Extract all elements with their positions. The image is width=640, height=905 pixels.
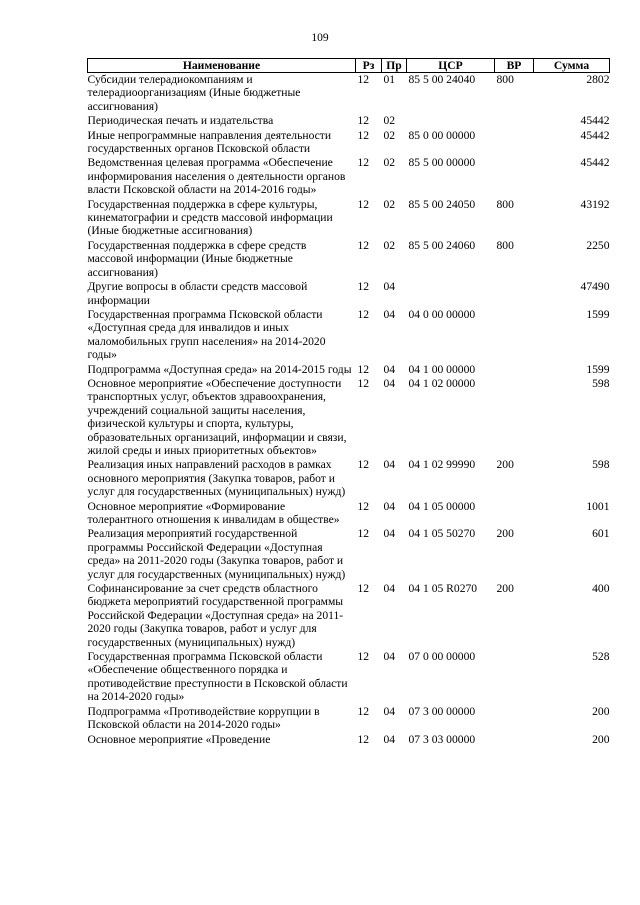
cell-vr bbox=[495, 500, 534, 528]
cell-sum: 1001 bbox=[586, 499, 610, 513]
cell-pr: 02 bbox=[383, 238, 396, 252]
cell-rz: 12 bbox=[357, 582, 370, 596]
cell-name: Подпрограмма «Доступная среда» на 2014-2015 годы bbox=[87, 362, 352, 376]
cell-sum: 2250 bbox=[586, 238, 610, 252]
cell-pr: 04 bbox=[383, 376, 396, 390]
cell-pr: 02 bbox=[383, 114, 396, 128]
header-sum: Сумма bbox=[534, 59, 610, 73]
table-row bbox=[88, 280, 610, 308]
cell-name: Государственная программа Псковской области «Доступная среда для инвалидов и иных маломобильных групп населения» на 2014-2020 годы» bbox=[87, 307, 326, 362]
cell-rz: 12 bbox=[357, 280, 370, 294]
cell-pr: 04 bbox=[383, 704, 396, 718]
table-row bbox=[88, 73, 610, 115]
cell-sum: 400 bbox=[592, 582, 610, 596]
cell-pr: 01 bbox=[383, 73, 396, 86]
table-row bbox=[88, 363, 610, 377]
header-pr: Пр bbox=[382, 59, 407, 73]
cell-vr bbox=[495, 114, 534, 128]
table-row bbox=[88, 582, 610, 650]
cell-rz: 12 bbox=[357, 73, 370, 86]
cell-rz: 12 bbox=[357, 307, 370, 321]
cell-vr bbox=[495, 156, 534, 197]
table-header bbox=[88, 59, 610, 73]
table-row bbox=[88, 377, 610, 458]
cell-sum: 601 bbox=[592, 527, 610, 541]
cell-rz: 12 bbox=[357, 156, 370, 170]
cell-vr: 800 bbox=[496, 238, 514, 252]
budget-table bbox=[87, 58, 610, 747]
cell-csr: 04 1 02 00000 bbox=[408, 376, 476, 390]
cell-rz: 12 bbox=[357, 499, 370, 513]
cell-sum: 528 bbox=[592, 650, 610, 664]
cell-csr: 85 5 00 24050 bbox=[408, 197, 476, 211]
cell-csr: 04 0 00 00000 bbox=[408, 307, 476, 321]
table-row bbox=[88, 129, 610, 157]
cell-rz: 12 bbox=[357, 458, 370, 472]
table-row bbox=[88, 114, 610, 128]
table-body bbox=[88, 73, 610, 747]
cell-csr bbox=[407, 114, 495, 128]
cell-pr: 04 bbox=[383, 499, 396, 513]
cell-csr: 85 5 00 24060 bbox=[408, 238, 476, 252]
cell-pr: 04 bbox=[383, 732, 396, 746]
cell-pr: 04 bbox=[383, 307, 396, 321]
cell-sum: 47490 bbox=[580, 280, 610, 294]
header-csr: ЦСР bbox=[407, 59, 495, 73]
cell-pr: 02 bbox=[383, 156, 396, 170]
cell-csr: 07 3 00 00000 bbox=[408, 704, 476, 718]
cell-name: Ведомственная целевая программа «Обеспечение информирования населения о деятельности органов власти Псковской области на 2014-2016 годы» bbox=[87, 156, 346, 197]
table-row bbox=[88, 733, 610, 747]
cell-vr bbox=[495, 377, 534, 458]
cell-vr: 200 bbox=[496, 527, 514, 541]
table-row bbox=[88, 527, 610, 582]
cell-pr: 04 bbox=[383, 582, 396, 596]
cell-csr: 85 5 00 24040 bbox=[408, 73, 476, 86]
page-number: 109 bbox=[311, 32, 329, 44]
cell-csr: 07 0 00 00000 bbox=[408, 650, 476, 664]
cell-sum: 598 bbox=[592, 458, 610, 472]
cell-name: Другие вопросы в области средств массовой информации bbox=[87, 280, 308, 307]
table-row bbox=[88, 198, 610, 239]
cell-sum: 45442 bbox=[580, 114, 610, 128]
cell-csr: 85 5 00 00000 bbox=[408, 156, 476, 170]
cell-pr: 04 bbox=[383, 362, 396, 376]
header-rz: Рз bbox=[356, 59, 382, 73]
table-row bbox=[88, 650, 610, 705]
cell-name: Иные непрограммные направления деятельности государственных органов Псковской области bbox=[87, 128, 332, 156]
cell-rz: 12 bbox=[357, 527, 370, 541]
table-row bbox=[88, 705, 610, 733]
cell-sum: 45442 bbox=[580, 128, 610, 142]
cell-rz: 12 bbox=[357, 704, 370, 718]
cell-sum: 1599 bbox=[586, 362, 610, 376]
cell-pr: 04 bbox=[383, 280, 396, 294]
cell-sum: 200 bbox=[592, 732, 610, 746]
cell-vr bbox=[495, 705, 534, 733]
cell-name: Реализация иных направлений расходов в рамках основного мероприятия (Закупка товаров, работ и услуг для государственных (муниципальных) нужд) bbox=[87, 458, 346, 499]
cell-vr: 800 bbox=[496, 197, 514, 211]
cell-sum: 200 bbox=[592, 704, 610, 718]
cell-pr: 02 bbox=[383, 197, 396, 211]
cell-name: Подпрограмма «Противодействие коррупции в Псковской области на 2014-2020 годы» bbox=[87, 704, 320, 732]
cell-sum: 45442 bbox=[580, 156, 610, 170]
cell-csr: 04 1 05 00000 bbox=[408, 499, 476, 513]
cell-csr: 04 1 05 R0270 bbox=[408, 582, 478, 596]
cell-csr: 04 1 02 99990 bbox=[408, 458, 476, 472]
cell-name: Государственная поддержка в сфере средств массовой информации (Иные бюджетные ассигнования) bbox=[87, 238, 307, 279]
cell-name: Софинансирование за счет средств областного бюджета мероприятий государственной программы Российской Федерации «Доступная среда» на 2011-2020 годы (Закупка товаров, работ и услуг для государственных (муниципальных) нужд) bbox=[87, 582, 344, 649]
cell-vr bbox=[495, 308, 534, 363]
cell-vr: 200 bbox=[496, 458, 514, 472]
header-name: Наименование bbox=[88, 59, 356, 73]
table-row bbox=[88, 239, 610, 280]
cell-pr: 04 bbox=[383, 458, 396, 472]
cell-pr: 04 bbox=[383, 527, 396, 541]
cell-name: Основное мероприятие «Проведение bbox=[87, 732, 271, 746]
cell-name: Субсидии телерадиокомпаниям и телерадиоорганизациям (Иные бюджетные ассигнования) bbox=[87, 73, 301, 113]
cell-vr bbox=[495, 129, 534, 157]
cell-vr bbox=[495, 363, 534, 377]
cell-rz: 12 bbox=[357, 376, 370, 390]
cell-rz: 12 bbox=[357, 732, 370, 746]
cell-csr: 85 0 00 00000 bbox=[408, 128, 476, 142]
cell-rz: 12 bbox=[357, 114, 370, 128]
cell-sum: 1599 bbox=[586, 307, 610, 321]
cell-vr bbox=[495, 280, 534, 308]
table-row bbox=[88, 156, 610, 197]
cell-pr: 04 bbox=[383, 650, 396, 664]
cell-name: Государственная программа Псковской области «Обеспечение общественного порядка и противодействие преступности в Псковской области на 2014-2020 годы» bbox=[87, 650, 348, 704]
cell-name: Периодическая печать и издательства bbox=[87, 114, 274, 128]
cell-csr bbox=[407, 280, 495, 308]
cell-vr bbox=[495, 733, 534, 747]
cell-csr: 04 1 05 50270 bbox=[408, 527, 476, 541]
cell-rz: 12 bbox=[357, 650, 370, 664]
cell-vr: 200 bbox=[496, 582, 514, 596]
cell-csr: 04 1 00 00000 bbox=[408, 362, 476, 376]
table-row bbox=[88, 458, 610, 499]
header-vr: ВР bbox=[495, 59, 534, 73]
cell-sum: 43192 bbox=[580, 197, 610, 211]
cell-rz: 12 bbox=[357, 362, 370, 376]
cell-vr: 800 bbox=[496, 73, 514, 86]
cell-sum: 598 bbox=[592, 376, 610, 390]
cell-rz: 12 bbox=[357, 197, 370, 211]
cell-name: Основное мероприятие «Обеспечение доступности транспортных услуг, объектов здравоохранения, учреждений социальной защиты населения, физической культуры и спорта, культуры, образовательных организаций, информации и связи, жилой среды и иных приоритетных объектов» bbox=[87, 376, 347, 457]
cell-sum: 2802 bbox=[586, 73, 610, 86]
cell-rz: 12 bbox=[357, 238, 370, 252]
cell-name: Основное мероприятие «Формирование толерантного отношения к инвалидам в обществе» bbox=[87, 499, 340, 526]
cell-name: Реализация мероприятий государственной программы Российской Федерации «Доступная среда» на 2011-2020 годы (Закупка товаров, работ и услуг для государственных (муниципальных) нужд) bbox=[87, 527, 346, 581]
cell-name: Государственная поддержка в сфере культуры, кинематографии и средств массовой информации (Иные бюджетные ассигнования) bbox=[87, 197, 333, 238]
cell-csr: 07 3 03 00000 bbox=[408, 732, 476, 746]
cell-vr bbox=[495, 650, 534, 705]
table-row bbox=[88, 500, 610, 528]
cell-rz: 12 bbox=[357, 128, 370, 142]
table-row bbox=[88, 308, 610, 363]
cell-pr: 02 bbox=[383, 128, 396, 142]
